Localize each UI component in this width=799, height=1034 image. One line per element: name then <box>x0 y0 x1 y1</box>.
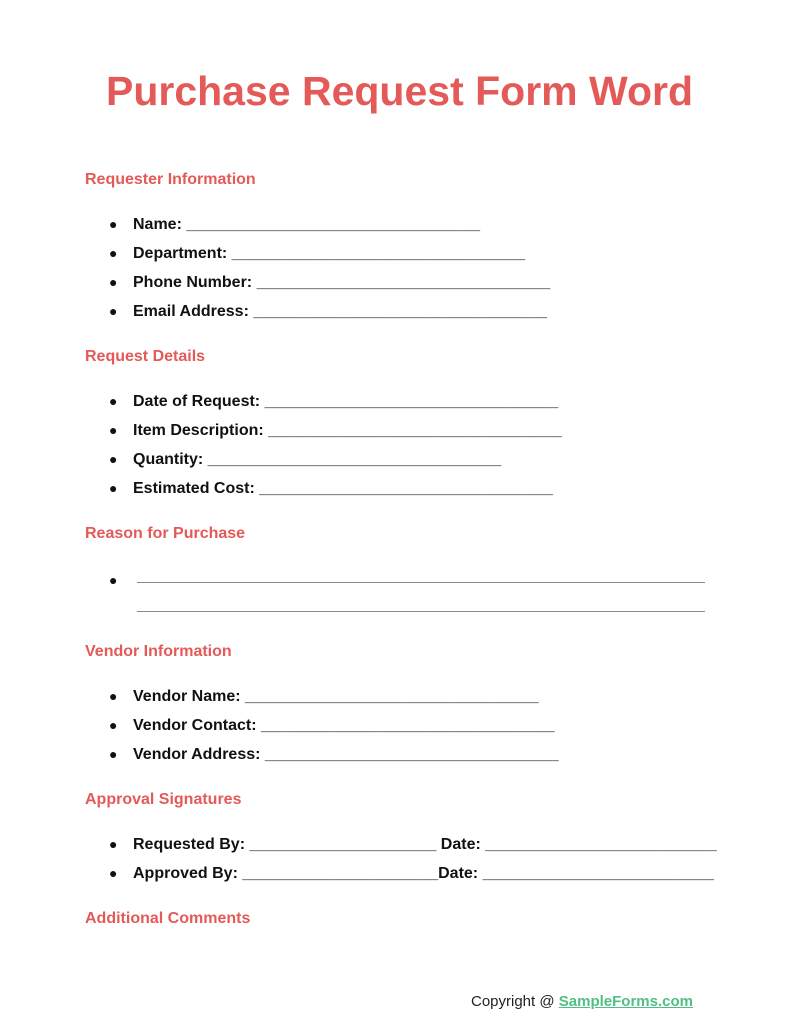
bullet-icon: ● <box>109 836 118 852</box>
bullet-icon: ● <box>109 451 118 467</box>
copyright-prefix: Copyright @ <box>471 993 559 1010</box>
field-vendor-contact-label: Vendor Contact: _________________________________ <box>133 717 555 734</box>
field-vendor-name-label: Vendor Name: _________________________________ <box>133 688 539 705</box>
approval-fields-list <box>0 830 717 888</box>
field-vendor-contact[interactable] <box>0 711 559 740</box>
section-heading-vendor-information: Vendor Information <box>85 643 232 660</box>
bullet-icon: ● <box>109 865 118 881</box>
reason-line-1[interactable] <box>137 582 705 583</box>
field-approved-by-label: Approved By: ______________________Date: __________________________ <box>133 865 714 882</box>
bullet-icon: ● <box>109 303 118 319</box>
field-email-address[interactable] <box>0 297 550 326</box>
bullet-icon: ● <box>109 746 118 762</box>
field-item-description[interactable] <box>0 416 562 445</box>
field-vendor-name[interactable] <box>0 682 559 711</box>
reason-line-2[interactable] <box>137 611 705 612</box>
field-vendor-address-label: Vendor Address: _________________________________ <box>133 746 559 763</box>
request-fields-list <box>0 387 562 503</box>
bullet-icon: ● <box>109 274 118 290</box>
bullet-icon: ● <box>109 688 118 704</box>
field-date-of-request[interactable] <box>0 387 562 416</box>
bullet-icon: ● <box>109 422 118 438</box>
section-heading-requester-information: Requester Information <box>85 171 256 188</box>
bullet-icon: ● <box>109 393 118 409</box>
field-item-description-label: Item Description: _________________________________ <box>133 422 562 439</box>
brand-link[interactable]: SampleForms.com <box>558 993 693 1010</box>
page-title: Purchase Request Form Word <box>105 68 694 114</box>
requester-fields-list <box>0 210 550 326</box>
field-email-address-label: Email Address: _________________________________ <box>133 303 547 320</box>
field-date-of-request-label: Date of Request: _________________________________ <box>133 393 559 410</box>
section-heading-approval-signatures: Approval Signatures <box>85 791 242 808</box>
bullet-icon: ● <box>109 572 118 588</box>
field-quantity[interactable] <box>0 445 562 474</box>
field-phone-number[interactable] <box>0 268 550 297</box>
field-department-label: Department: _________________________________ <box>133 245 526 262</box>
field-name[interactable] <box>0 210 550 239</box>
copyright-footer <box>471 993 693 1010</box>
field-requested-by-label: Requested By: _____________________ Date: __________________________ <box>133 836 717 853</box>
field-requested-by[interactable] <box>0 830 717 859</box>
section-heading-additional-comments: Additional Comments <box>85 910 251 927</box>
section-heading-reason-for-purchase: Reason for Purchase <box>85 525 246 542</box>
bullet-icon: ● <box>109 216 118 232</box>
field-quantity-label: Quantity: _________________________________ <box>133 451 502 468</box>
bullet-icon: ● <box>109 480 118 496</box>
field-estimated-cost[interactable] <box>0 474 562 503</box>
field-estimated-cost-label: Estimated Cost: _________________________________ <box>133 480 553 497</box>
section-heading-request-details: Request Details <box>85 348 206 365</box>
bullet-icon: ● <box>109 717 118 733</box>
field-name-label: Name: _________________________________ <box>133 216 480 233</box>
field-vendor-address[interactable] <box>0 740 559 769</box>
field-department[interactable] <box>0 239 550 268</box>
vendor-fields-list <box>0 682 559 769</box>
field-phone-number-label: Phone Number: _________________________________ <box>133 274 551 291</box>
bullet-icon: ● <box>109 245 118 261</box>
field-approved-by[interactable] <box>0 859 717 888</box>
